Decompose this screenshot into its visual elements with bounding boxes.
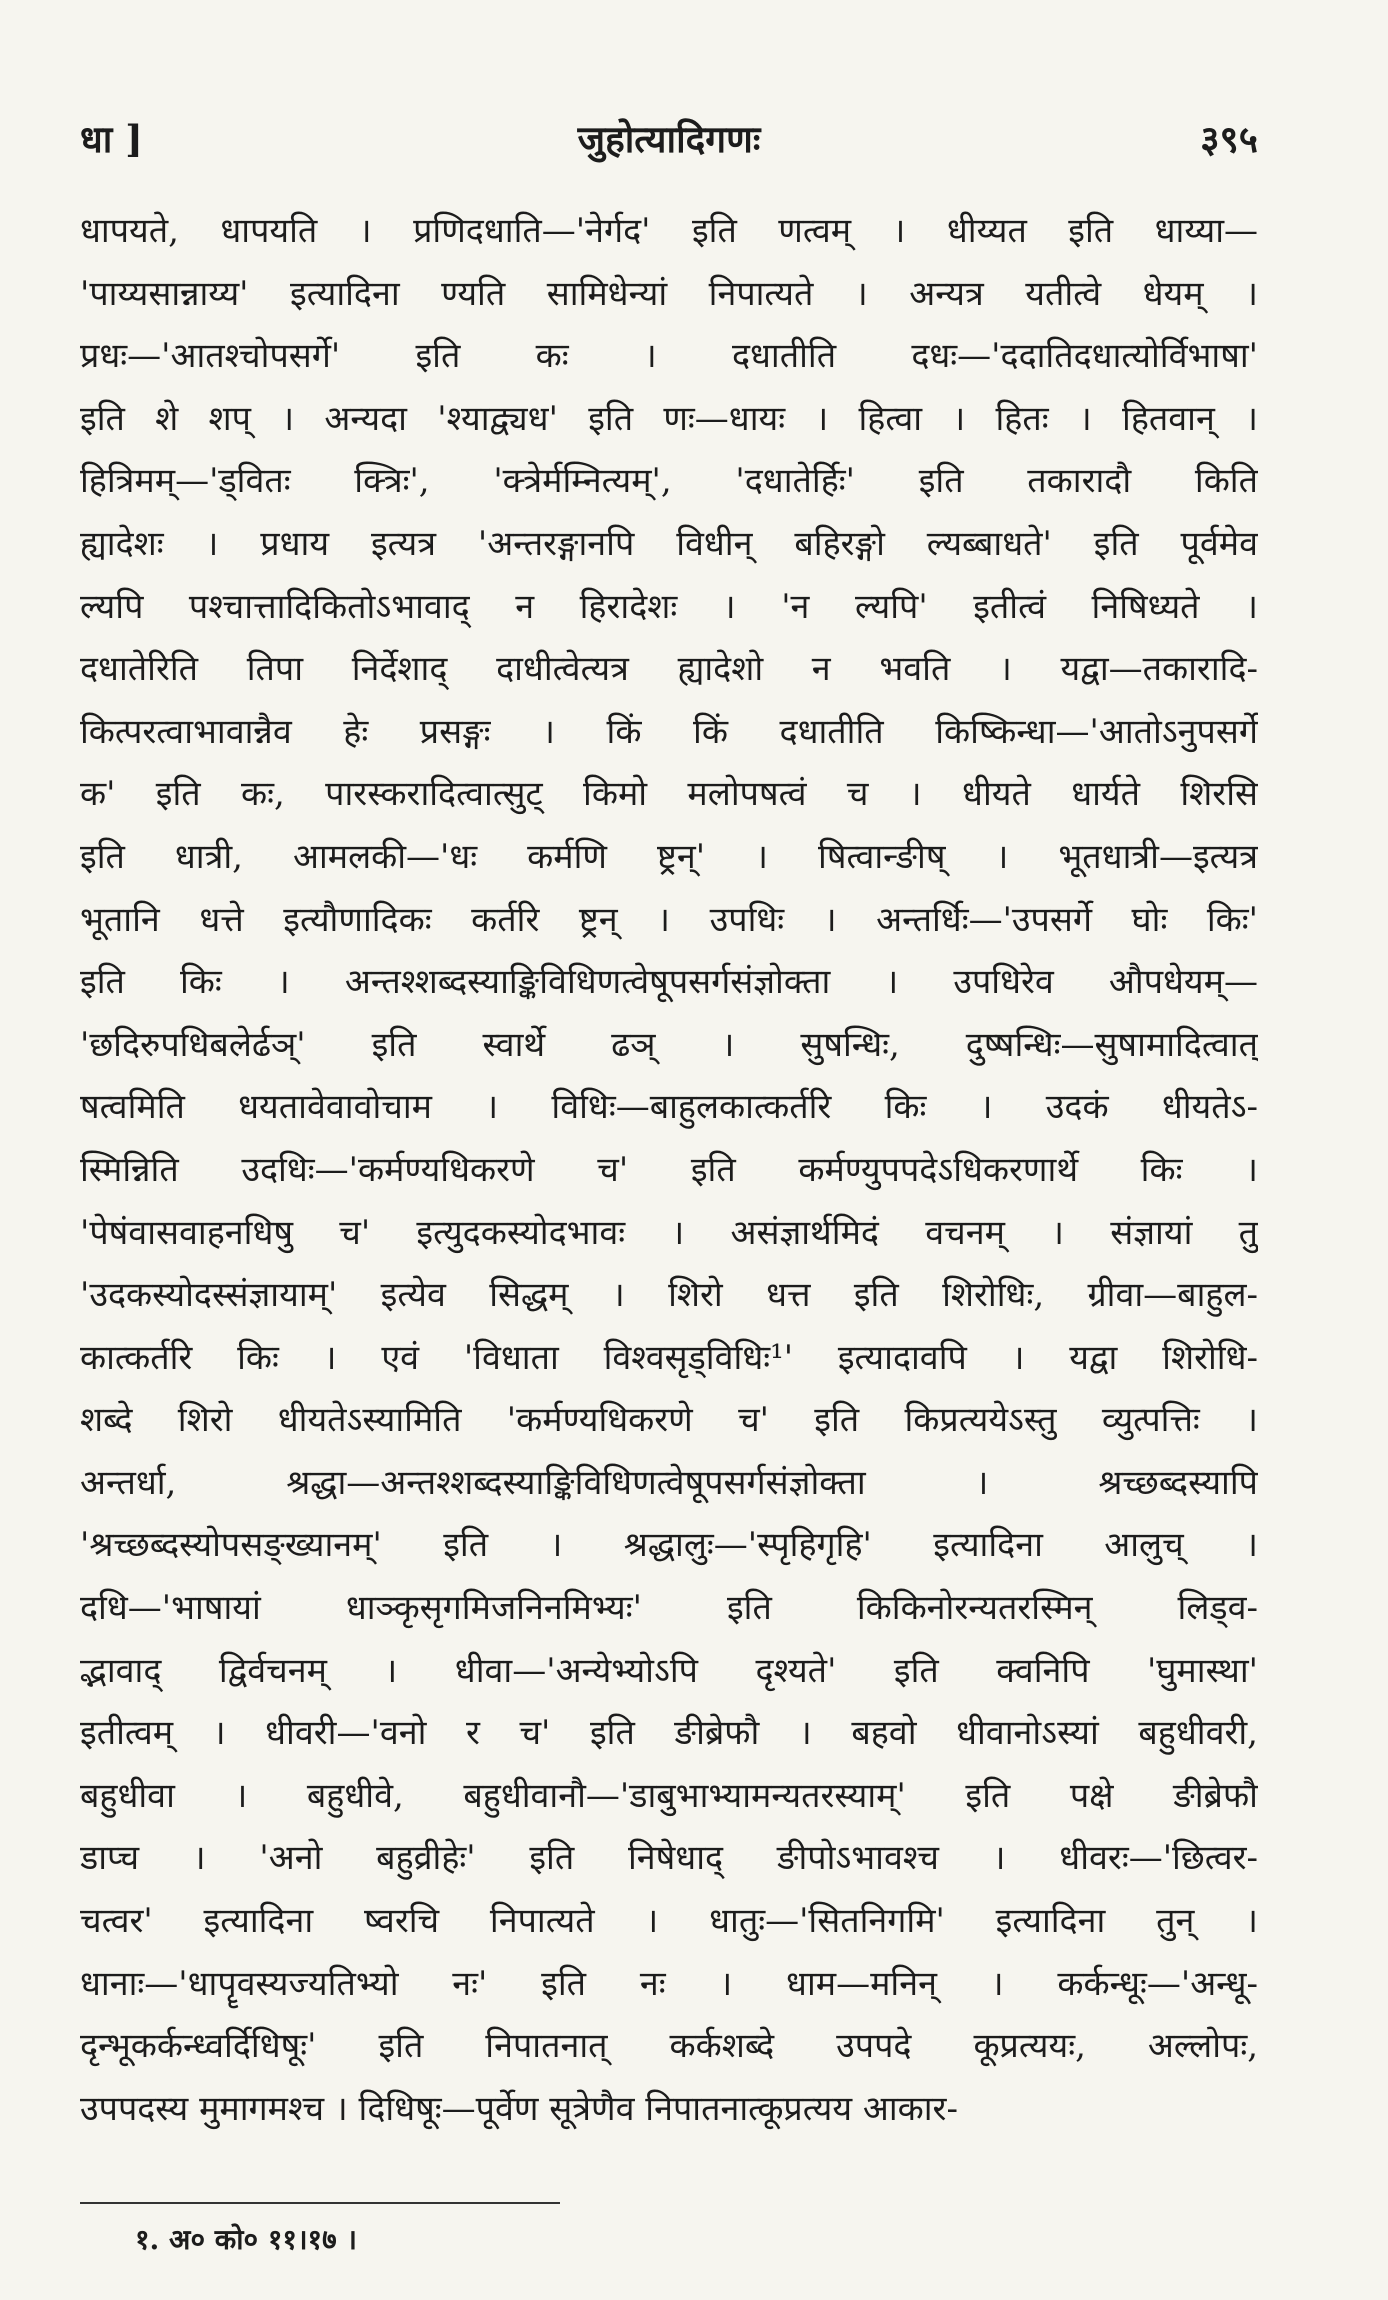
text-line: 'श्रच्छब्दस्योपसङ्ख्यानम्' इति । श्रद्धालुः—'स्पृहिगृहि' इत्यादिना आलुच् । [80,1525,1258,1566]
text-line: 'पाय्यसान्नाय्य' इत्यादिना ण्यति सामिधेन्यां निपात्यते । अन्यत्र यतीत्वे धेयम् । [80,273,1258,314]
text-line: शब्दे शिरो धीयतेऽस्यामिति 'कर्मण्यधिकरणे च' इति किप्रत्ययेऽस्तु व्युत्पत्तिः । [80,1400,1258,1441]
text-line: उपपदस्य मुमागमश्च । दिधिषूः—पूर्वेण सूत्रेणैव निपातनात्कूप्रत्यय आकार- [80,2088,958,2129]
text-line: डाप्च । 'अनो बहुव्रीहेः' इति निषेधाद् ङीपोऽभावश्च । धीवरः—'छित्वर- [80,1838,1258,1879]
footnote-divider [80,2202,560,2204]
text-line: द्भावाद् द्विर्वचनम् । धीवा—'अन्येभ्योऽपि दृश्यते' इति क्वनिपि 'घुमास्था' [80,1650,1258,1691]
text-line: इति धात्री, आमलकी—'धः कर्मणि ष्ट्रन्' । षित्वान्ङीष् । भूतधात्री—इत्यत्र [80,836,1258,877]
text-line: इति किः । अन्तश्शब्दस्याङ्किविधिणत्वेषूपसर्गसंज्ञोक्ता । उपधिरेव औपधेयम्— [80,962,1258,1003]
text-line: क' इति कः, पारस्करादित्वात्सुट् किमो मलोपषत्वं च । धीयते धार्यते शिरसि [80,774,1258,815]
text-line: 'छदिरुपधिबलेर्ढञ्' इति स्वार्थे ढञ् । सुषन्धिः, दुष्षन्धिः—सुषामादित्वात् [80,1024,1258,1065]
text-line: हित्रिमम्—'ड्वितः क्त्रिः', 'क्त्रेर्मम्नित्यम्', 'दधातेर्हिः' इति तकारादौ किति [80,461,1258,502]
text-line: अन्तर्धा, श्रद्धा—अन्तश्शब्दस्याङ्किविधिणत्वेषूपसर्गसंज्ञोक्ता । श्रच्छब्दस्यापि [80,1462,1258,1503]
text-line: धानाः—'धापॄवस्यज्यतिभ्यो नः' इति नः । धाम—मनिन् । कर्कन्धूः—'अन्धू- [80,1963,1258,2004]
running-header [80,112,1258,172]
page-number: ३९५ [1200,117,1258,161]
text-line: दृन्भूकर्कन्ध्वर्दिधिषूः' इति निपातनात् कर्कशब्दे उपपदे कूप्रत्ययः, अल्लोपः, [80,2026,1258,2067]
text-line: षत्वमिति धयतावेवावोचाम । विधिः—बाहुलकात्कर्तरि किः । उदकं धीयतेऽ- [80,1087,1258,1128]
text-line: ल्यपि पश्चात्तादिकितोऽभावाद् न हिरादेशः । 'न ल्यपि' इतीत्वं निषिध्यते । [80,586,1258,627]
text-line: इति शे शप् । अन्यदा 'श्याद्व्यध' इति णः—धायः । हित्वा । हितः । हितवान् । [80,398,1258,439]
text-line: दधि—'भाषायां धाञ्कृसृगमिजनिनमिभ्यः' इति किकिनोरन्यतरस्मिन् लिड्व- [80,1588,1258,1629]
text-line: इतीत्वम् । धीवरी—'वनो र च' इति ङीब्रेफौ । बहवो धीवानोऽस्यां बहुधीवरी, [80,1713,1258,1754]
text-line: 'पेषंवासवाहनधिषु च' इत्युदकस्योदभावः । असंज्ञार्थमिदं वचनम् । संज्ञायां तु [80,1212,1258,1253]
header-title: जुहोत्यादिगणः [577,117,761,161]
header-root-marker: धा ] [80,117,143,161]
text-line: कित्परत्वाभावान्नैव हेः प्रसङ्गः । किं किं दधातीति किष्किन्धा—'आतोऽनुपसर्गे [80,711,1258,752]
text-line: कात्कर्तरि किः । एवं 'विधाता विश्वसृड्विधिः¹' इत्यादावपि । यद्वा शिरोधि- [80,1337,1258,1378]
commentary-text [80,200,1258,2140]
text-line: ह्यादेशः । प्रधाय इत्यत्र 'अन्तरङ्गानपि विधीन् बहिरङ्गो ल्यब्बाधते' इति पूर्वमेव [80,523,1258,564]
text-line: भूतानि धत्ते इत्यौणादिकः कर्तरि ष्ट्रन् । उपधिः । अन्तर्धिः—'उपसर्गे घोः किः' [80,899,1258,940]
text-line: बहुधीवा । बहुधीवे, बहुधीवानौ—'डाबुभाभ्यामन्यतरस्याम्' इति पक्षे ङीब्रेफौ [80,1775,1258,1816]
text-line: स्मिन्निति उदधिः—'कर्मण्यधिकरणे च' इति कर्मण्युपपदेऽधिकरणार्थे किः । [80,1149,1258,1190]
text-line: 'उदकस्योदस्संज्ञायाम्' इत्येव सिद्धम् । शिरो धत्त इति शिरोधिः, ग्रीवा—बाहुल- [80,1275,1258,1316]
text-line: दधातेरिति तिपा निर्देशाद् दाधीत्वेत्यत्र ह्यादेशो न भवति । यद्वा—तकारादि- [80,649,1258,690]
text-line: धापयते, धापयति । प्रणिदधाति—'नेर्गद' इति णत्वम् । धीय्यत इति धाय्या— [80,211,1258,251]
footnote: १. अ० को० ११।१७ । [135,2223,358,2256]
text-line: प्रधः—'आतश्चोपसर्गे' इति कः । दधातीति दधः—'ददातिदधात्योर्विभाषा' [80,336,1258,377]
text-line: चत्वर' इत्यादिना ष्वरचि निपात्यते । धातुः—'सितनिगमि' इत्यादिना तुन् । [80,1901,1258,1942]
